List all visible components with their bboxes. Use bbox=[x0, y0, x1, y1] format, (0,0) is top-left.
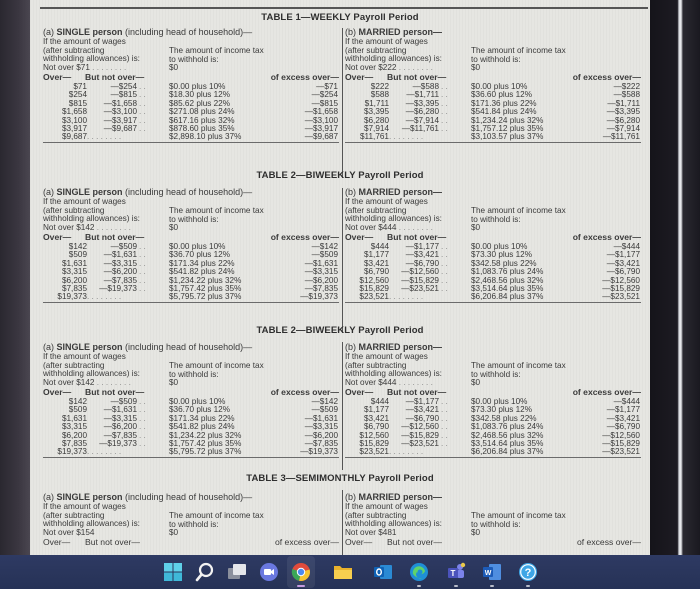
table-row: $444 —$1,177 . . $0.00 plus 10% —$444 bbox=[370, 397, 640, 406]
bracket-rows bbox=[43, 83, 339, 143]
wages-label: If the amount of wages (after subtracting withholding allowances) is: bbox=[43, 37, 140, 64]
table-row: $7,914 —$11,761 . . $1,757.12 plus 35% —$7,914 bbox=[363, 123, 640, 133]
not-over-label: Not over $222 bbox=[345, 63, 397, 72]
svg-text:T: T bbox=[450, 569, 456, 578]
table-row: $6,790 —$12,560 . . $1,083.76 plus 24% —$6,790 bbox=[363, 422, 640, 432]
not-over-tax: $0 bbox=[471, 63, 481, 72]
table-row: $3,395 —$6,280 . . $541.84 plus 24% —$3,395 bbox=[363, 107, 640, 117]
table-1-single: (a) SINGLE person (including head of household)— If the amount of wages (after subtracting withholding allowances) is: The amount of income tax to withhold is: Not over $71 . . . . . . . . $0 Over— But not over— of excess over— $71 —$254 . . $0.00 plus 10% —$71 $254 —$815 . . $18.30 plus 12% —$254 $815 —$1,658 . . $85.62 plus 22% —$815 $1,658 —$3,100 . . $271.08 plus 24% —$1,658 $3,100 —$3,917 . . $617.16 plus 32% —$3,100 $3,917 —$9,687 . . $878.60 plus 35% —$3,917 $9,687 . . . . . . . . $2,898.10 plus 37% —$9,687 bbox=[43, 27, 339, 142]
table-2-married: (b) MARRIED person— If the amount of wages (after subtracting withholding allowances) is: The amount of income tax to withhold is: Not over $444 . . . . . . . . $0 Over— But not over— of excess over— $444 —$1,177 . . $0.00 plus 10% —$444 $1,177 —$3,421 . . $73.30 plus 12% —$1,177 $3,421 —$6,790 . . $342.58 plus 22% —$3,421 $6,790 —$12,560 . . $1,083.76 plus 24% —$6,790 $12,560 —$15,829 . . $2,468.56 plus 32% —$12,560 $15,829 —$23,521 . . $3,514.64 plus 35% —$15,829 $23,521 . . . . . . . . $6,206.84 plus 37% —$23,521 bbox=[345, 187, 641, 302]
not-over-label: Not over $71 bbox=[43, 63, 90, 72]
not-over-label: Not over $142 bbox=[43, 378, 95, 387]
bracket-rows bbox=[345, 83, 641, 143]
wages-label: If the amount of wages (after subtracting withholding allowances) is: bbox=[345, 197, 442, 224]
photo-left-bezel bbox=[0, 0, 30, 555]
not-over-label: Not over $444 bbox=[345, 378, 397, 387]
wages-label: If the amount of wages (after subtracting withholding allowances) is: bbox=[345, 502, 442, 529]
table-row: $15,829 —$23,521 . . $3,514.64 plus 35% —$15,829 bbox=[359, 438, 640, 448]
outlook-icon[interactable] bbox=[373, 562, 393, 582]
column-divider bbox=[342, 188, 343, 333]
tax-label: The amount of income tax to withhold is: bbox=[169, 206, 264, 224]
file-explorer-icon[interactable] bbox=[333, 562, 353, 582]
table-2-repeat-single: (a) SINGLE person (including head of household)— If the amount of wages (after subtracting withholding allowances) is: The amount of income tax to withhold is: Not over $142 . . . . . . . . $0 Over— But not over— of excess over— $142 —$509 . . $0.00 plus 10% —$142 $509 —$1,631 . . $36.70 plus 12% —$509 $1,631 —$3,315 . . $171.34 plus 22% —$1,631 $3,315 —$6,200 . . $541.82 plus 24% —$3,315 $6,200 —$7,835 . . $1,234.22 plus 32% —$6,200 $7,835 —$19,373 . . $1,757.42 plus 35% —$7,835 $19,373 . . . . . . . . $5,795.72 plus 37% —$19,373 bbox=[43, 342, 339, 457]
column-divider bbox=[342, 28, 343, 178]
table-row: $142 —$509 . . $0.00 plus 10% —$142 bbox=[68, 242, 338, 251]
column-headers: Over— But not over— of excess over— bbox=[43, 537, 339, 547]
column-headers: Over— But not over— of excess over— bbox=[345, 387, 641, 397]
table-3-married bbox=[345, 492, 641, 548]
column-headers: Over— But not over— of excess over— bbox=[345, 232, 641, 242]
not-over-tax: $0 bbox=[169, 63, 179, 72]
tax-label: The amount of income tax to withhold is: bbox=[169, 511, 264, 529]
running-indicator bbox=[490, 585, 494, 587]
table-2-title: TABLE 2—BIWEEKLY Payroll Period bbox=[256, 170, 424, 181]
table-2-single: (a) SINGLE person (including head of household)— If the amount of wages (after subtracting withholding allowances) is: The amount of income tax to withhold is: Not over $142 . . . . . . . . $0 Over— But not over— of excess over— $142 —$509 . . $0.00 plus 10% —$142 $509 —$1,631 . . $36.70 plus 12% —$509 $1,631 —$3,315 . . $171.34 plus 22% —$1,631 $3,315 —$6,200 . . $541.82 plus 24% —$3,315 $6,200 —$7,835 . . $1,234.22 plus 32% —$6,200 $7,835 —$19,373 . . $1,757.42 plus 35% —$7,835 $19,373 . . . . . . . . $5,795.72 plus 37% —$19,373 bbox=[43, 187, 339, 302]
table-row: $6,280 —$7,914 . . $1,234.24 plus 32% —$6,280 bbox=[363, 115, 640, 125]
start-windows-icon[interactable] bbox=[163, 562, 183, 582]
column-headers: Over— But not over— of excess over— bbox=[43, 387, 339, 397]
not-over-tax: $0 bbox=[471, 223, 481, 232]
teams-icon[interactable] bbox=[446, 562, 466, 582]
not-over-tax: $0 bbox=[169, 528, 179, 537]
table-row: $3,100 —$3,917 . . $617.16 plus 32% —$3,100 bbox=[61, 115, 338, 125]
single-heading: (a) SINGLE person (including head of household)— bbox=[43, 187, 253, 197]
top-rule bbox=[40, 7, 648, 9]
document-page bbox=[30, 0, 650, 556]
svg-text:?: ? bbox=[524, 567, 532, 579]
column-divider bbox=[342, 490, 343, 556]
table-row: $222 —$588 . . $0.00 plus 10% —$222 bbox=[370, 82, 640, 91]
table-row: $3,315 —$6,200 . . $541.82 plus 24% —$3,315 bbox=[61, 422, 338, 432]
table-row: $588 —$1,711 . . $36.60 plus 12% —$588 bbox=[370, 90, 640, 100]
table-row: $3,917 —$9,687 . . $878.60 plus 35% —$3,917 bbox=[61, 123, 338, 133]
table-row: $509 —$1,631 . . $36.70 plus 12% —$509 bbox=[68, 405, 338, 415]
table-3-title: TABLE 3—SEMIMONTHLY Payroll Period bbox=[246, 473, 434, 484]
table-row: $815 —$1,658 . . $85.62 plus 22% —$815 bbox=[68, 98, 338, 108]
task-view-icon[interactable] bbox=[227, 562, 247, 582]
table-row: $1,177 —$3,421 . . $73.30 plus 12% —$1,177 bbox=[363, 250, 640, 260]
table-row: $19,373 . . . . . . . . $5,795.72 plus 37% —$19,373 bbox=[57, 292, 338, 302]
table-row: $71 —$254 . . $0.00 plus 10% —$71 bbox=[73, 82, 338, 91]
column-headers: Over— But not over— of excess over— bbox=[43, 232, 339, 242]
not-over-tax: $0 bbox=[471, 378, 481, 387]
table-1-married: (b) MARRIED person— If the amount of wages (after subtracting withholding allowances) is: The amount of income tax to withhold is: Not over $222 . . . . . . . . $0 Over— But not over— of excess over— $222 —$588 . . $0.00 plus 10% —$222 $588 —$1,711 . . $36.60 plus 12% —$588 $1,711 —$3,395 . . $171.36 plus 22% —$1,711 $3,395 —$6,280 . . $541.84 plus 24% —$3,395 $6,280 —$7,914 . . $1,234.24 plus 32% —$6,280 $7,914 —$11,761 . . $1,757.12 plus 35% —$7,914 $11,761 . . . . . . . . $3,103.57 plus 37% —$11,761 bbox=[345, 27, 641, 142]
column-headers: Over— But not over— of excess over— bbox=[43, 72, 339, 82]
bracket-rows bbox=[345, 243, 641, 303]
married-heading: (b) MARRIED person— bbox=[345, 27, 443, 37]
chrome-icon[interactable] bbox=[291, 562, 311, 582]
table-row: $3,315 —$6,200 . . $541.82 plus 24% —$3,315 bbox=[61, 267, 338, 277]
help-icon[interactable] bbox=[518, 562, 538, 582]
married-heading: (b) MARRIED person— bbox=[345, 187, 443, 197]
not-over-label: Not over $154 bbox=[43, 528, 95, 537]
tax-label: The amount of income tax to withhold is: bbox=[471, 511, 566, 529]
wages-label: If the amount of wages (after subtracting withholding allowances) is: bbox=[43, 197, 140, 224]
bracket-rows bbox=[43, 243, 339, 303]
column-divider bbox=[342, 342, 343, 470]
table-row: $7,835 —$19,373 . . $1,757.42 plus 35% —$7,835 bbox=[61, 283, 338, 293]
bracket-rows bbox=[345, 398, 641, 458]
table-row: $254 —$815 . . $18.30 plus 12% —$254 bbox=[68, 90, 338, 100]
table-row: $6,790 —$12,560 . . $1,083.76 plus 24% —$6,790 bbox=[363, 267, 640, 277]
table-row: $12,560 —$15,829 . . $2,468.56 plus 32% —$12,560 bbox=[359, 430, 640, 440]
wages-label: If the amount of wages (after subtracting withholding allowances) is: bbox=[43, 352, 140, 379]
table-row: $15,829 —$23,521 . . $3,514.64 plus 35% —$15,829 bbox=[359, 283, 640, 293]
table-row: $6,200 —$7,835 . . $1,234.22 plus 32% —$6,200 bbox=[61, 430, 338, 440]
table-row: $9,687 . . . . . . . . $2,898.10 plus 37% —$9,687 bbox=[61, 132, 338, 142]
table-3-single bbox=[43, 492, 339, 548]
tax-label: The amount of income tax to withhold is: bbox=[471, 46, 566, 64]
table-row: $19,373 . . . . . . . . $5,795.72 plus 37% —$19,373 bbox=[57, 447, 338, 457]
table-row: $12,560 —$15,829 . . $2,468.56 plus 32% —$12,560 bbox=[359, 275, 640, 285]
table-row: $1,631 —$3,315 . . $171.34 plus 22% —$1,631 bbox=[61, 258, 338, 268]
taskbar bbox=[0, 555, 700, 589]
not-over-label: Not over $142 bbox=[43, 223, 95, 232]
married-heading: (b) MARRIED person— bbox=[345, 342, 443, 352]
tax-label: The amount of income tax to withhold is: bbox=[169, 46, 264, 64]
table-row: $1,631 —$3,315 . . $171.34 plus 22% —$1,631 bbox=[61, 413, 338, 423]
table-row: $23,521 . . . . . . . . $6,206.84 plus 37% —$23,521 bbox=[359, 447, 640, 457]
running-indicator bbox=[417, 585, 421, 587]
married-heading: (b) MARRIED person— bbox=[345, 492, 443, 502]
table-2-repeat-title: TABLE 2—BIWEEKLY Payroll Period bbox=[256, 325, 424, 336]
single-heading: (a) SINGLE person (including head of household)— bbox=[43, 342, 253, 352]
table-row: $6,200 —$7,835 . . $1,234.22 plus 32% —$6,200 bbox=[61, 275, 338, 285]
running-indicator bbox=[526, 585, 530, 587]
not-over-tax: $0 bbox=[471, 528, 481, 537]
tax-label: The amount of income tax to withhold is: bbox=[169, 361, 264, 379]
column-headers: Over— But not over— of excess over— bbox=[345, 72, 641, 82]
table-row: $3,421 —$6,790 . . $342.58 plus 22% —$3,421 bbox=[363, 413, 640, 423]
table-row: $23,521 . . . . . . . . $6,206.84 plus 37% —$23,521 bbox=[359, 292, 640, 302]
table-row: $444 —$1,177 . . $0.00 plus 10% —$444 bbox=[370, 242, 640, 251]
tax-label: The amount of income tax to withhold is: bbox=[471, 361, 566, 379]
table-row: $3,421 —$6,790 . . $342.58 plus 22% —$3,421 bbox=[363, 258, 640, 268]
search-icon[interactable] bbox=[195, 562, 215, 582]
bracket-rows bbox=[43, 398, 339, 458]
not-over-tax: $0 bbox=[169, 378, 179, 387]
wages-label: If the amount of wages (after subtracting withholding allowances) is: bbox=[345, 352, 442, 379]
table-row: $1,177 —$3,421 . . $73.30 plus 12% —$1,177 bbox=[363, 405, 640, 415]
photo-right-bezel bbox=[650, 0, 700, 589]
table-row: $142 —$509 . . $0.00 plus 10% —$142 bbox=[68, 397, 338, 406]
single-heading: (a) SINGLE person (including head of household)— bbox=[43, 27, 253, 37]
wages-label: If the amount of wages (after subtracting withholding allowances) is: bbox=[345, 37, 442, 64]
running-indicator bbox=[454, 585, 458, 587]
active-app-indicator bbox=[297, 585, 305, 587]
tax-label: The amount of income tax to withhold is: bbox=[471, 206, 566, 224]
meet-video-icon[interactable] bbox=[259, 562, 279, 582]
table-row: $7,835 —$19,373 . . $1,757.42 plus 35% —$7,835 bbox=[61, 438, 338, 448]
table-2-repeat-married: (b) MARRIED person— If the amount of wages (after subtracting withholding allowances) is: The amount of income tax to withhold is: Not over $444 . . . . . . . . $0 Over— But not over— of excess over— $444 —$1,177 . . $0.00 plus 10% —$444 $1,177 —$3,421 . . $73.30 plus 12% —$1,177 $3,421 —$6,790 . . $342.58 plus 22% —$3,421 $6,790 —$12,560 . . $1,083.76 plus 24% —$6,790 $12,560 —$15,829 . . $2,468.56 plus 32% —$12,560 $15,829 —$23,521 . . $3,514.64 plus 35% —$15,829 $23,521 . . . . . . . . $6,206.84 plus 37% —$23,521 bbox=[345, 342, 641, 457]
not-over-label: Not over $444 bbox=[345, 223, 397, 232]
single-heading: (a) SINGLE person (including head of household)— bbox=[43, 492, 253, 502]
svg-text:W: W bbox=[484, 570, 492, 577]
table-1-title: TABLE 1—WEEKLY Payroll Period bbox=[261, 12, 419, 23]
table-row: $1,658 —$3,100 . . $271.08 plus 24% —$1,658 bbox=[61, 107, 338, 117]
column-headers: Over— But not over— of excess over— bbox=[345, 537, 641, 547]
not-over-label: Not over $481 bbox=[345, 528, 397, 537]
table-row: $1,711 —$3,395 . . $171.36 plus 22% —$1,711 bbox=[364, 98, 640, 108]
edge-icon[interactable] bbox=[409, 562, 429, 582]
table-row: $11,761 . . . . . . . . $3,103.57 plus 37% —$11,761 bbox=[360, 132, 640, 142]
wages-label: If the amount of wages (after subtracting withholding allowances) is: bbox=[43, 502, 140, 529]
not-over-tax: $0 bbox=[169, 223, 179, 232]
table-row: $509 —$1,631 . . $36.70 plus 12% —$509 bbox=[68, 250, 338, 260]
word-icon[interactable] bbox=[482, 562, 502, 582]
